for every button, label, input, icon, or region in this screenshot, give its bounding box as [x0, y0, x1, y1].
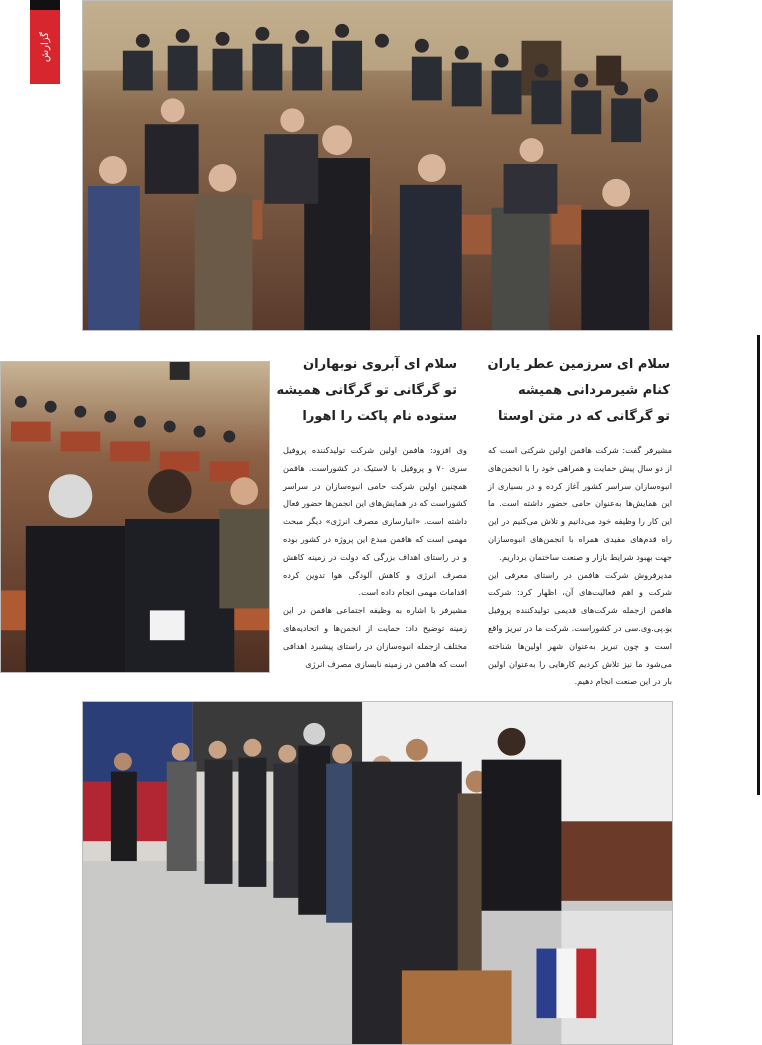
poem-right-column — [468, 352, 670, 430]
article-paragraph: مشیرفر گفت: شرکت هافمن اولین شرکتی است که از دو سال پیش حمایت و همراهی خود را با انجمن‌های انبوه‌سازان سراسر کشور آغاز کرده و در بسیاری از این همایش‌ها به‌عنوان حامی حضور داشته است. ما این کار را وظیفه خود می‌دانیم و تلاش می‌کنیم در این راه قدم‌های مفیدی همراه با انجمن‌های انبوه‌سازان جهت بهبود شرایط بازار و صنعت ساختمان برداریم. — [488, 445, 672, 562]
poem-line: ستوده نام پاکت را اهورا — [302, 409, 457, 424]
article-paragraph: مدیرفروش شرکت هافمن در راستای معرفی این شرکت و اهم فعالیت‌های آن، اظهار کرد: شرکت هافمن ازجمله شرکت‌های قدیمی تولیدکننده پروفیل یو.پی.وی.سی در کشوراست. شرکت ما در تبریز واقع است و چون تبریز به‌عنوان شهر اولین‌ها شناخته می‌شود ما نیز تلاش کردیم کارهایی را به‌عنوان اولین بار در این صنعت انجام دهیم. — [488, 569, 672, 687]
poem-line: سلام ای سرزمین عطر یاران — [487, 357, 670, 372]
photo-audience-seated — [0, 361, 270, 673]
poem-line: کنام شیرمردانی همیشه — [518, 383, 670, 398]
poem-line: سلام ای آبروی نوبهاران — [303, 357, 457, 372]
poem-left-column — [276, 352, 457, 430]
section-label: گزارش — [39, 31, 51, 63]
photo-audience-standing — [82, 0, 673, 331]
article-left-column — [283, 442, 467, 673]
article-paragraph: مشیرفر با اشاره به وظیفه اجتماعی هافمن در این زمینه توضیح داد: حمایت از انجمن‌ها و اتحادیه‌های مختلف ازجمله انبوه‌سازان در راستای پیشبرد اهدافی است که هافمن در زمینه نابسازی مصرف انرژی — [283, 605, 467, 669]
column-rule — [757, 335, 760, 795]
page-edge-marker — [30, 0, 60, 10]
article-paragraph: وی افزود: هافمن اولین شرکت تولیدکننده پروفیل سری ۷۰ و پروفیل با لاستیک در کشوراست. هافمن همچنین اولین شرکت حامی انبوه‌سازان در سراسر کشوراست که در همایش‌های این انجمن‌ها حضور فعال داشته است. «انبارسازی مصرف انرژی» دیگر مبحث مهمی است که هافمن مبدع این پروژه در کشور بوده و در راستای اهداف بزرگی که دولت در زمینه کاهش مصرف انرژی و کاهش آلودگی هوا تدوین کرده اقدامات مهمی انجام داده است. — [283, 445, 468, 598]
photo-award-ceremony — [82, 701, 673, 1045]
section-tab — [30, 10, 60, 84]
poem-line: تو گرگانی تو گرگانی همیشه — [276, 383, 457, 398]
article-right-column — [488, 442, 672, 691]
poem-line: تو گرگانی که در متن اوستا — [498, 409, 670, 424]
